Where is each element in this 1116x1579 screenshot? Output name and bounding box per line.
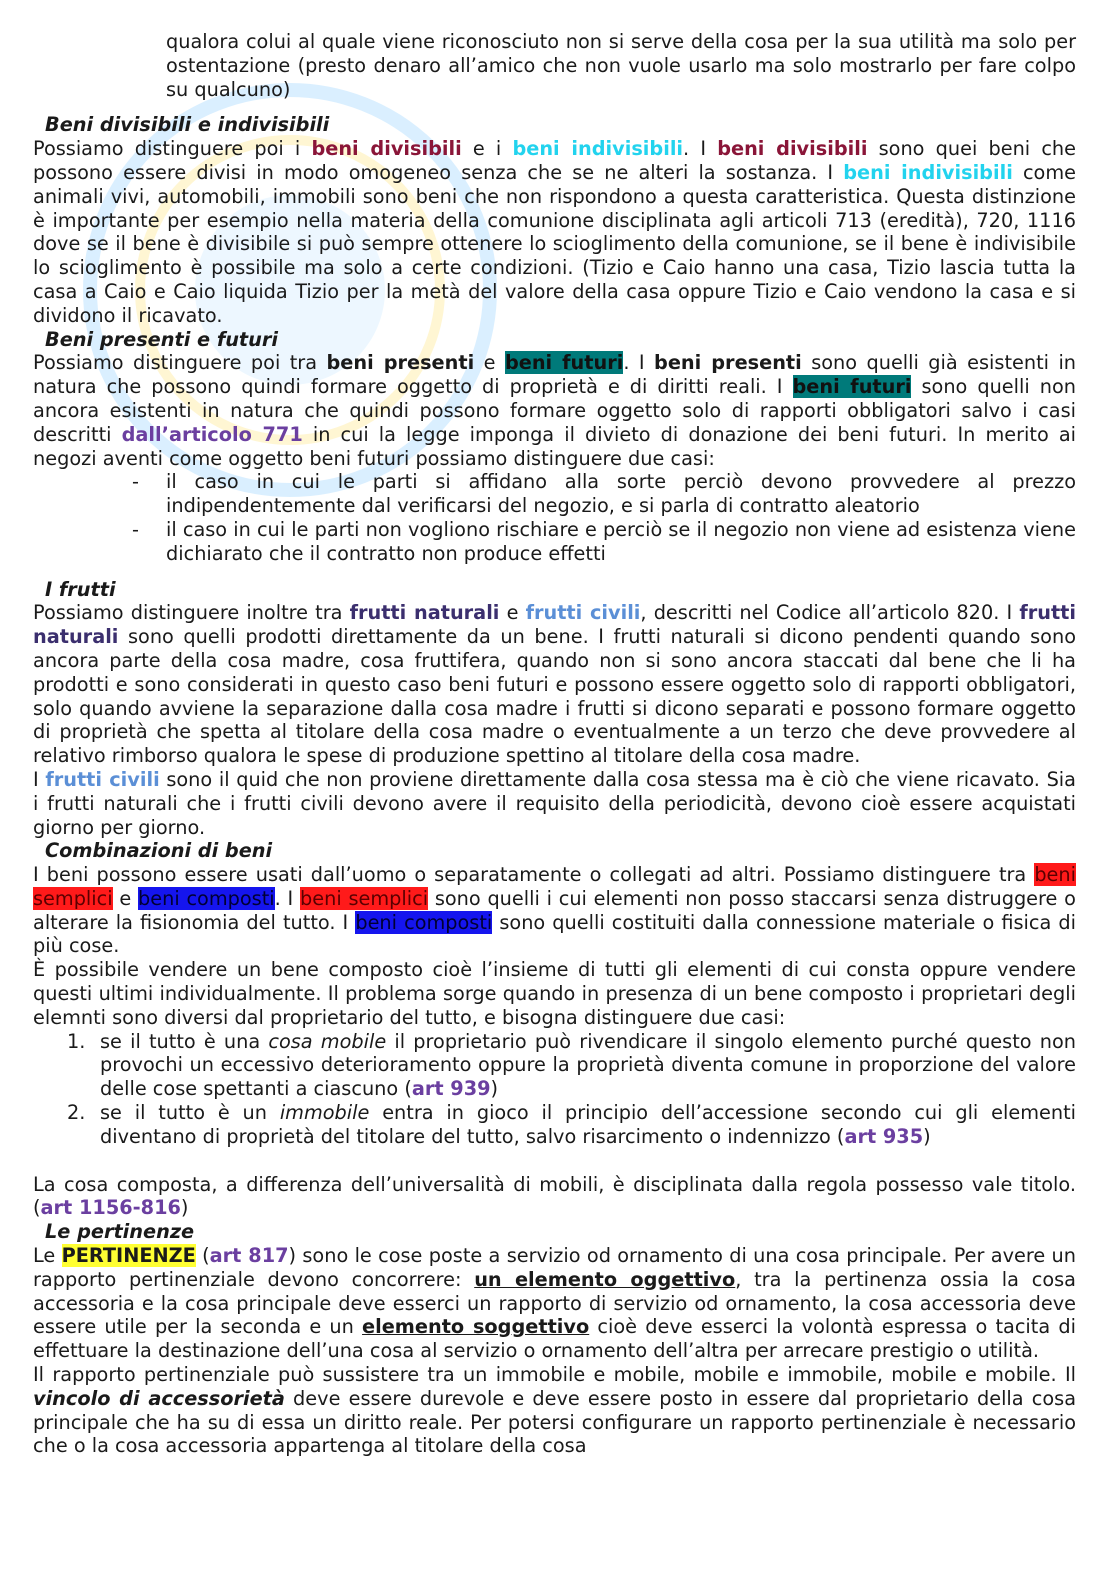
paragraph-frutti-civili: I frutti civili sono il quid che non proviene direttamente dalla cosa stessa ma è ciò che viene ricavato. Sia i frutti naturali che i frutti civili devono avere il requisito della periodicità, devono cioè essere acquistati giorno per giorno. <box>33 767 1076 839</box>
bullet-list-casi <box>33 470 1076 565</box>
heading-beni-divisibili: Beni divisibili e indivisibili <box>45 113 330 137</box>
heading-combinazioni: Combinazioni di beni <box>45 839 273 863</box>
list-item: - il caso in cui le parti si affidano alla sorte perciò devono provvedere al prezzo indipendentemente dal verificarsi del negozio, e si parla di contratto aleatorio <box>132 470 1076 518</box>
list-item: 2. se il tutto è un immobile entra in gioco il principio dell’accessione secondo cui gli elementi diventano di proprietà del titolare del tutto, salvo risarcimento o indennizzo (art 935) <box>67 1101 1076 1148</box>
paragraph-rapporto-pertinenziale: Il rapporto pertinenziale può sussistere tra un immobile e mobile, mobile e immobile, mobile e mobile. Il vincolo di accessorietà deve essere durevole e deve essere posto in essere dal proprietario della cosa principale che ha su di essa un diritto reale. Per potersi configurare un rapporto pertinenziale è necessario che o la cosa accessoria appartenga al titolare della cosa <box>33 1363 1077 1458</box>
paragraph-bene-composto: È possibile vendere un bene composto cioè l’insieme di tutti gli elementi di cui consta oppure vendere questi ultimi individualmente. Il problema sorge quando in presenza di un bene composto i proprietari degli elemnti sono diversi dal proprietario del tutto, e bisogna distinguere due casi: <box>33 958 1076 1029</box>
heading-beni-presenti-futuri: Beni presenti e futuri <box>45 327 278 351</box>
paragraph-presenti-futuri: Possiamo distinguere poi tra beni presenti e beni futuri. I beni presenti sono quelli già esistenti in natura che possono quindi formare oggetto di proprietà e di diritti reali. I beni futuri sono quelli non ancora esistenti in natura che quindi possono formare oggetto solo di rapporti obbligatori salvo i casi descritti dall’articolo 771 in cui la legge imponga il divieto di donazione dei beni futuri. In merito ai negozi aventi come oggetto beni futuri possiamo distinguere due casi: <box>33 351 1077 470</box>
heading-pertinenze: Le pertinenze <box>45 1220 195 1244</box>
document-page <box>33 30 1076 1458</box>
paragraph-frutti: Possiamo distinguere inoltre tra frutti naturali e frutti civili, descritti nel Codice all’articolo 820. I frutti naturali sono quelli prodotti direttamente da un bene. I frutti naturali si dicono pendenti quando sono ancora parte della cosa madre, cosa fruttifera, quando non si sono ancora staccati dal bene che li ha prodotti e sono considerati in questo caso beni futuri e possono essere oggetto solo di rapporti obbligatori, solo quando avviene la separazione dalla cosa madre i frutti si dicono separati e possono formare oggetto di proprietà che spetta al titolare della cosa madre o eventualmente a un terzo che deve provvedere al relativo rimborso qualora le spese di produzione spettino al titolare della cosa madre. <box>33 601 1076 768</box>
heading-frutti: I frutti <box>45 577 116 601</box>
numbered-list-casi <box>33 1030 1076 1149</box>
paragraph-cosa-composta: La cosa composta, a differenza dell’universalità di mobili, è disciplinata dalla regola possesso vale titolo. (art 1156-816) <box>33 1172 1076 1220</box>
list-item: - il caso in cui le parti non vogliono rischiare e perciò se il negozio non viene ad esistenza viene dichiarato che il contratto non produce effetti <box>132 517 1076 565</box>
paragraph-divisibili: Possiamo distinguere poi i beni divisibili e i beni indivisibili. I beni divisibili sono quei beni che possono essere divisi in modo omogeneo senza che se ne alteri la sostanza. I beni indivisibili come animali vivi, automobili, immobili sono beni che non rispondono a questa caratteristica. Questa distinzione è importante per esempio nella materia della comunione disciplinata agli articoli 713 (eredità), 720, 1116 dove se il bene è divisibile si può sempre ottenere lo scioglimento della comunione, se il bene è indivisibile lo scioglimento è possibile ma solo a certe condizioni. (Tizio e Caio hanno una casa, Tizio lascia tutta la casa a Caio e Caio liquida Tizio per la metà del valore della casa oppure Tizio e Caio vendono la casa e si dividono il ricavato. <box>33 137 1077 327</box>
list-item: 1. se il tutto è una cosa mobile il proprietario può rivendicare il singolo elemento purché questo non provochi un eccessivo deterioramento oppure la proprietà diventa comune in proporzione del valore delle cose spettanti a ciascuno (art 939) <box>67 1029 1076 1101</box>
intro-paragraph: qualora colui al quale viene riconosciuto non si serve della cosa per la sua utilità ma solo per ostentazione (presto denaro all’amico che non vuole usarlo ma solo mostrarlo per fare colpo su qualcuno) <box>166 30 1076 101</box>
paragraph-combinazioni: I beni possono essere usati dall’uomo o separatamente o collegati ad altri. Possiamo distinguere tra beni semplici e beni composti. I beni semplici sono quelli i cui elementi non posso staccarsi senza distruggere o alterare la fisionomia del tutto. I beni composti sono quelli costituiti dalla connessione materiale o fisica di più cose. <box>33 863 1076 958</box>
paragraph-pertinenze: Le PERTINENZE (art 817) sono le cose poste a servizio od ornamento di una cosa principale. Per avere un rapporto pertinenziale devono concorrere: un elemento oggettivo, tra la pertinenza ossia la cosa accessoria e la cosa principale deve esserci un rapporto di servizio od ornamento, la cosa accessoria deve essere utile per la seconda e un elemento soggettivo cioè deve esserci la volontà espressa o tacita di effettuare la destinazione dell’una cosa al servizio o ornamento dell’altra per arrecare prestigio o utilità. <box>33 1244 1076 1363</box>
